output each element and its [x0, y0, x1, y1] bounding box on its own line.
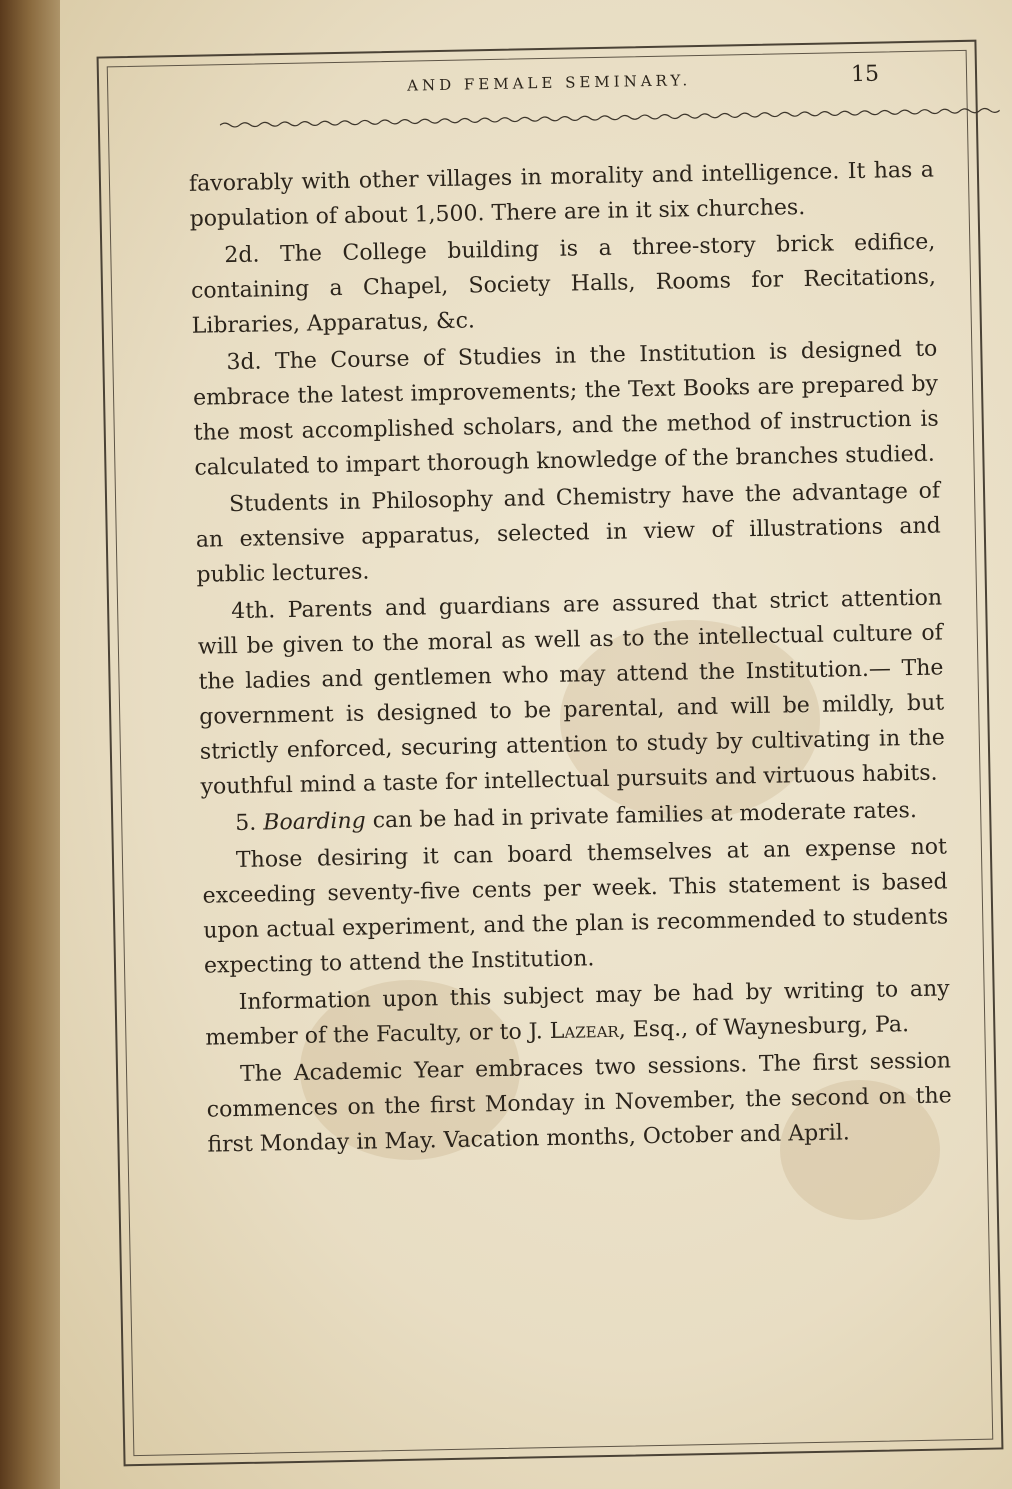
paragraph — [204, 971, 950, 1055]
paragraph: 3d. The Course of Studies in the Institution is designed to embrace the latest improvements; the Text Books are prepared by the most accomplished scholars, and the method of instruction is calculated to impart thorough knowledge of the branches studied. — [192, 336, 939, 481]
body-text — [189, 153, 953, 1163]
page-border — [97, 40, 1004, 1467]
paragraph: Students in Philosophy and Chemistry have the advantage of an extensive apparatus, selected in view of illustrations and public lectures. — [195, 478, 941, 588]
paragraph-text: , Esq., of Waynesburg, Pa. — [618, 1012, 910, 1043]
running-head: AND FEMALE SEMINARY. — [406, 71, 692, 95]
paragraph: favorably with other villages in morality and intelligence. It has a population of about 1,500. There are in it six churches. — [188, 157, 935, 232]
paragraph: The Academic Year embraces two sessions. The first session commences on the first Monday in November, the second on the first Monday in May. Vacation months, October and April. — [206, 1048, 952, 1158]
page-number: 15 — [850, 61, 880, 88]
paragraph-text: can be had in private families at moderate rates. — [372, 797, 918, 834]
person-name: Lazear — [549, 1017, 619, 1045]
paragraph: 4th. Parents and guardians are assured that strict attention will be given to the moral as well as to the intellectual culture of the ladies and gentlemen who may attend the Institution.— The government is designed to be parental, and will be mildly, but strictly enforced, securing attention to study by cultivating in the youthful mind a taste for intellectual pursuits and virtuous habits. — [197, 585, 946, 800]
emphasis-term: Boarding — [263, 808, 366, 836]
paragraph: 2d. The College building is a three-story brick edifice, containing a Chapel, Society Halls, Rooms for Recitations, Libraries, Apparatus, &c. — [190, 229, 937, 339]
paragraph-text: Information upon this subject may be had by writing to any member of the Faculty, or to J. — [205, 976, 950, 1051]
paragraph: Those desiring it can board themselves at an expense not exceeding seventy-five cents per week. This statement is based upon actual experiment, and the plan is recommended to students expecting to attend the Institution. — [202, 834, 949, 979]
section-number: 5. — [235, 810, 257, 837]
